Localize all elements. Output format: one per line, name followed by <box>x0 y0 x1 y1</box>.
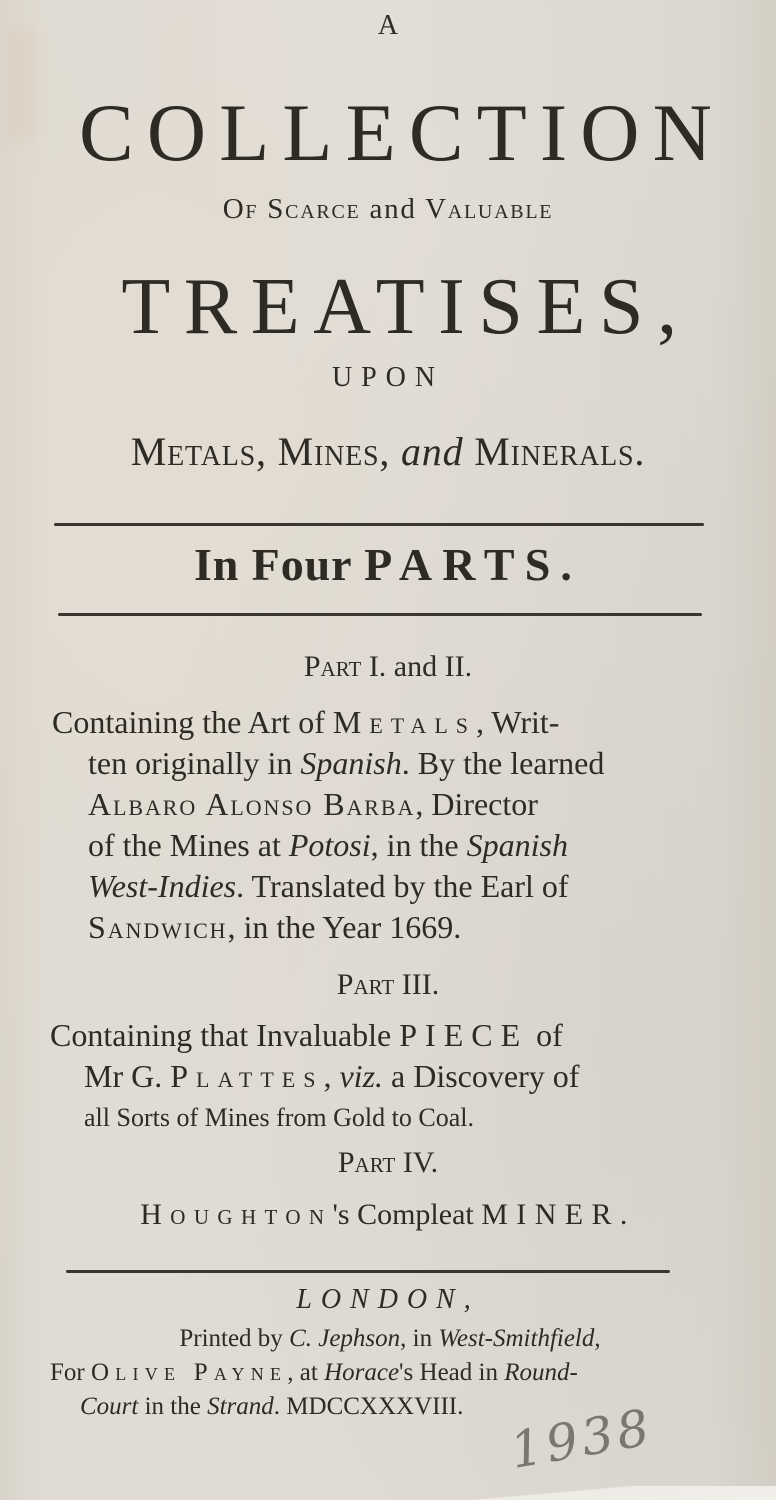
subjects-minerals: Minerals. <box>474 429 646 474</box>
title-second: TREATISES, <box>121 263 691 351</box>
subtitle-part1: Of Scarce <box>222 193 361 225</box>
part-label: Part <box>337 1146 396 1179</box>
section-heading-part-3 <box>0 968 776 1002</box>
subtitle-part2: and <box>369 193 417 225</box>
imprint-printer-line: Printed by C. Jephson, in West-Smithfield, <box>179 1325 601 1352</box>
imprint-city: LONDON, <box>296 1284 480 1315</box>
text-line: Sandwich, in the Year 1669. <box>88 909 462 945</box>
subjects-and: and <box>401 429 464 474</box>
subtitle-line <box>0 193 776 226</box>
part-numeral: I. and II. <box>368 650 473 683</box>
parts-heading <box>0 538 776 591</box>
section-text-part-3 <box>50 1015 710 1138</box>
divider-rule <box>58 613 702 616</box>
part-numeral: III. <box>401 968 440 1001</box>
text-line: Containing the Art of Metals, Writ- <box>52 704 560 740</box>
handwritten-annotation: 1938 <box>506 1398 658 1480</box>
title-article: A <box>377 10 399 41</box>
parts-heading-word: PARTS. <box>364 539 583 590</box>
page-edge <box>420 1486 776 1500</box>
divider-rule <box>66 1270 670 1273</box>
text-line: Containing that Invaluable PIECE of <box>50 1017 563 1053</box>
text-line: of the Mines at Potosi, in the Spanish <box>88 827 568 863</box>
section-text-part-1-2 <box>52 702 712 948</box>
upon-label: UPON <box>331 362 445 393</box>
text-line: Mr G. Plattes, viz. a Discovery of <box>84 1058 580 1094</box>
imprint-court-line: Court in the Strand. MDCCXXXVIII. <box>80 1393 464 1420</box>
section-heading-part-1-2 <box>0 650 776 684</box>
subjects-metals: Metals, Mines, <box>130 429 391 474</box>
text-line: West-Indies. Translated by the Earl of <box>88 868 569 904</box>
subjects-line <box>0 428 776 475</box>
text-line: all Sorts of Mines from Gold to Coal. <box>84 1103 474 1132</box>
subtitle-part3: Valuable <box>425 193 554 225</box>
parts-heading-prefix: In Four <box>193 539 352 590</box>
text-line: Albaro Alonso Barba, Director <box>88 786 538 822</box>
imprint-for-line: For Olive Payne, at Horace's Head in Round- <box>50 1359 578 1386</box>
divider-rule <box>54 523 704 526</box>
part-numeral: IV. <box>402 1146 439 1179</box>
part-label: Part <box>336 968 395 1001</box>
part-label: Part <box>303 650 362 683</box>
text-line: ten originally in Spanish. By the learned <box>88 745 605 781</box>
title-main: COLLECTION <box>79 87 725 178</box>
section-text-part-4: Houghton's Compleat MINER. <box>140 1198 636 1231</box>
section-heading-part-4 <box>0 1146 776 1180</box>
